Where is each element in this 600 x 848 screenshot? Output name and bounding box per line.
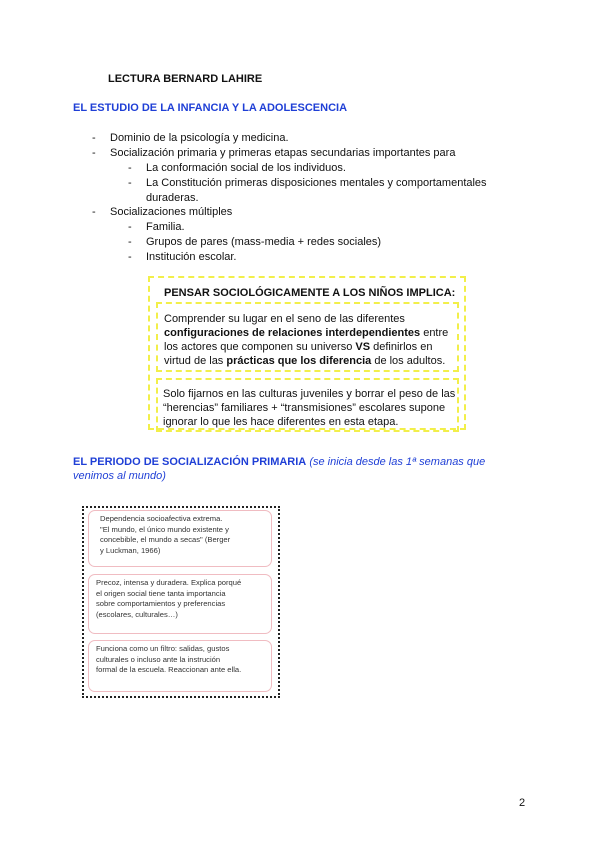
card-line: culturales o incluso ante la instrución <box>96 654 221 664</box>
paragraph-fragment: entre <box>420 327 449 339</box>
section-subtitle: (se inicia desde las 1ª semanas que venimos al mundo) <box>73 456 486 482</box>
diagram-card-3 <box>88 640 272 692</box>
list-item: Socializaciones múltiples <box>110 206 233 218</box>
card-line: formal de la escuela. Reaccionan ante ella. <box>96 665 242 675</box>
paragraph-line: “herencias” familiares + “transmisiones” escolares supone <box>163 402 446 414</box>
bullet-dash: - <box>128 177 132 189</box>
list-item: Grupos de pares (mass-media + redes sociales) <box>146 236 382 248</box>
card-line: Funciona como un filtro: salidas, gustos <box>96 644 230 653</box>
paragraph-fragment: los actores que componen su universo <box>164 341 356 353</box>
card-line: (escolares, culturales…) <box>96 609 178 619</box>
diagram-card-1 <box>88 510 272 567</box>
bold-phrase: configuraciones de relaciones interdependientes <box>164 327 421 339</box>
bullet-dash: - <box>92 132 96 144</box>
card-line: Precoz, intensa y duradera. Explica porqué <box>96 578 242 587</box>
list-item: Socialización primaria y primeras etapas secundarias importantes para <box>110 147 456 159</box>
card-line: sobre comportamientos y preferencias <box>96 599 226 609</box>
section-heading-text: EL PERIODO DE SOCIALIZACIÓN PRIMARIA <box>73 456 307 468</box>
card-line: Dependencia socioafectiva extrema. <box>100 514 223 523</box>
paragraph-line: Solo fijarnos en las culturas juveniles y borrar el peso de las <box>163 388 456 400</box>
bullet-dash: - <box>128 251 132 263</box>
bullet-dash: - <box>128 221 132 233</box>
list-item-continuation: duraderas. <box>146 192 199 204</box>
list-item: Institución escolar. <box>146 251 237 263</box>
paragraph-fragment: definirlos en <box>370 341 433 353</box>
card-line: y Luckman, 1966) <box>100 545 161 555</box>
paragraph-fragment: virtud de las <box>164 355 227 367</box>
page-number: 2 <box>519 797 526 809</box>
list-item: La conformación social de los individuos. <box>146 162 346 174</box>
bullet-dash: - <box>128 236 132 248</box>
card-line: el origen social tiene tanta importancia <box>96 588 226 598</box>
document-title: LECTURA BERNARD LAHIRE <box>108 73 263 85</box>
highlight-paragraph-2 <box>163 387 455 429</box>
card-line: "El mundo, el único mundo existente y <box>100 524 229 534</box>
paragraph-line: Comprender su lugar en el seno de las diferentes <box>164 313 405 325</box>
section-heading-infancia: EL ESTUDIO DE LA INFANCIA Y LA ADOLESCENCIA <box>73 102 348 114</box>
section-heading-socializacion <box>73 455 503 483</box>
bullet-dash: - <box>92 206 96 218</box>
diagram-card-2 <box>88 574 272 634</box>
bold-phrase: prácticas que los diferencia <box>226 355 372 367</box>
list-item: La Constitución primeras disposiciones mentales y comportamentales <box>146 177 487 189</box>
paragraph-fragment: de los adultos. <box>371 355 446 367</box>
paragraph-line: ignorar lo que les hace diferentes en esta etapa. <box>163 416 399 428</box>
bold-vs: VS <box>355 341 371 353</box>
highlight-box-title: PENSAR SOCIOLÓGICAMENTE A LOS NIÑOS IMPLICA: <box>164 287 456 299</box>
list-item: Dominio de la psicología y medicina. <box>110 132 289 144</box>
bullet-dash: - <box>128 162 132 174</box>
card-line: concebible, el mundo a secas" (Berger <box>100 535 231 545</box>
list-item: Familia. <box>146 221 185 233</box>
highlight-paragraph-1 <box>164 312 448 368</box>
bullet-dash: - <box>92 147 96 159</box>
